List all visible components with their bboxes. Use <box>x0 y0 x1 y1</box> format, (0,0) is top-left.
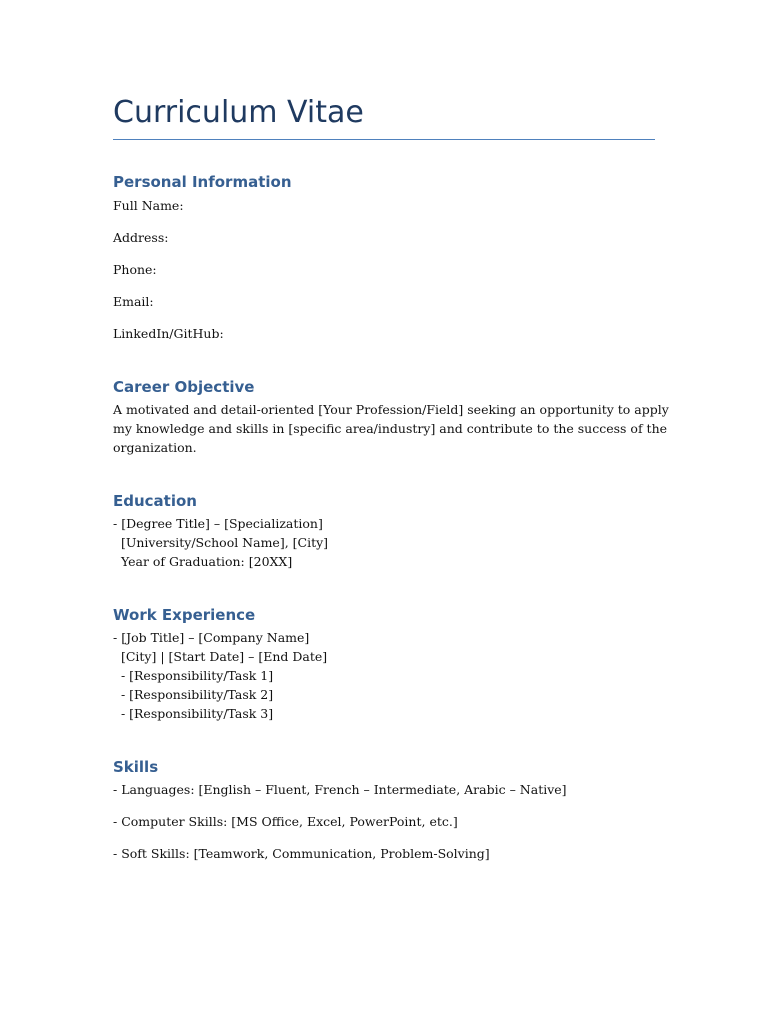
work-experience-line: - [Responsibility/Task 2] <box>113 687 274 702</box>
education-line: - [Degree Title] – [Specialization] <box>113 516 323 531</box>
objective-text-line: A motivated and detail-oriented [Your Profession/Field] seeking an opportunity to apply <box>113 402 669 417</box>
personal-information-heading: Personal Information <box>113 173 292 191</box>
skills-computer-line: - Computer Skills: [MS Office, Excel, PowerPoint, etc.] <box>113 814 458 829</box>
phone-field: Phone: <box>113 262 157 277</box>
full-name-field: Full Name: <box>113 198 184 213</box>
skills-languages-line: - Languages: [English – Fluent, French – Intermediate, Arabic – Native] <box>113 782 567 797</box>
objective-text-line: my knowledge and skills in [specific area/industry] and contribute to the success of the <box>113 421 668 436</box>
work-experience-heading: Work Experience <box>113 606 256 624</box>
skills-soft-line: - Soft Skills: [Teamwork, Communication, Problem-Solving] <box>113 846 490 861</box>
work-experience-line: - [Responsibility/Task 1] <box>113 668 274 683</box>
skills-heading: Skills <box>113 758 159 776</box>
address-field: Address: <box>113 230 169 245</box>
work-experience-line: - [Job Title] – [Company Name] <box>113 630 310 645</box>
email-field: Email: <box>113 294 154 309</box>
linkedin-github-field: LinkedIn/GitHub: <box>113 326 224 341</box>
work-experience-line: - [Responsibility/Task 3] <box>113 706 274 721</box>
document-title: Curriculum Vitae <box>113 95 364 130</box>
career-objective-heading: Career Objective <box>113 378 255 396</box>
objective-text-line: organization. <box>113 440 197 455</box>
title-divider <box>113 139 655 140</box>
education-heading: Education <box>113 492 197 510</box>
education-line: Year of Graduation: [20XX] <box>113 554 293 569</box>
work-experience-line: [City] | [Start Date] – [End Date] <box>113 649 328 664</box>
education-line: [University/School Name], [City] <box>113 535 329 550</box>
